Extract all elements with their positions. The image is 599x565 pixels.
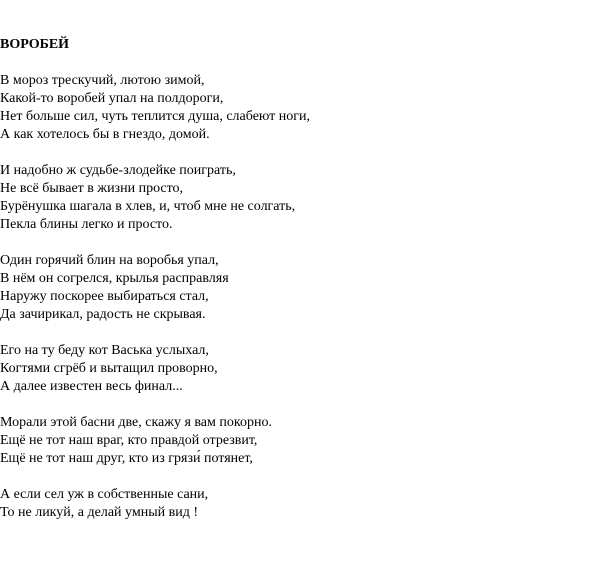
poem-line: В нём он согрелся, крылья расправляя — [0, 271, 229, 286]
poem-document — [0, 36, 599, 540]
poem-line: А как хотелось бы в гнездо, домой. — [0, 127, 210, 142]
poem-line: Морали этой басни две, скажу я вам покорно. — [0, 415, 272, 430]
poem-line: Когтями сгрёб и вытащил проворно, — [0, 361, 218, 376]
poem-line: А далее известен весь финал... — [0, 379, 183, 394]
poem-title: ВОРОБЕЙ — [0, 37, 70, 52]
poem-line: Не всё бывает в жизни просто, — [0, 181, 184, 196]
stanza-4 — [0, 342, 599, 396]
poem-line: То не ликуй, а делай умный вид ! — [0, 505, 198, 520]
poem-line: Бурёнушка шагала в хлев, и, чтоб мне не солгать, — [0, 199, 296, 214]
poem-line: Да зачирикал, радость не скрывая. — [0, 307, 206, 322]
poem-line: Пекла блины легко и просто. — [0, 217, 173, 232]
poem-line: Один горячий блин на воробья упал, — [0, 253, 219, 268]
poem-line: И надобно ж судьбе-злодейке поиграть, — [0, 163, 236, 178]
poem-line: Его на ту беду кот Васька услыхал, — [0, 343, 209, 358]
stanza-2 — [0, 162, 599, 234]
stanza-5 — [0, 414, 599, 468]
poem-line: В мороз трескучий, лютою зимой, — [0, 73, 205, 88]
stanza-1 — [0, 72, 599, 144]
poem-line: Какой-то воробей упал на полдороги, — [0, 91, 224, 106]
stanza-6 — [0, 486, 599, 522]
stanza-3 — [0, 252, 599, 324]
poem-line: Ещё не тот наш враг, кто правдой отрезвит, — [0, 433, 258, 448]
poem-line: Ещё не тот наш друг, кто из грязи́ потянет, — [0, 451, 253, 466]
poem-line: Нет больше сил, чуть теплится душа, слабеют ноги, — [0, 109, 311, 124]
poem-line: А если сел уж в собственные сани, — [0, 487, 209, 502]
poem-line: Наружу поскорее выбираться стал, — [0, 289, 209, 304]
